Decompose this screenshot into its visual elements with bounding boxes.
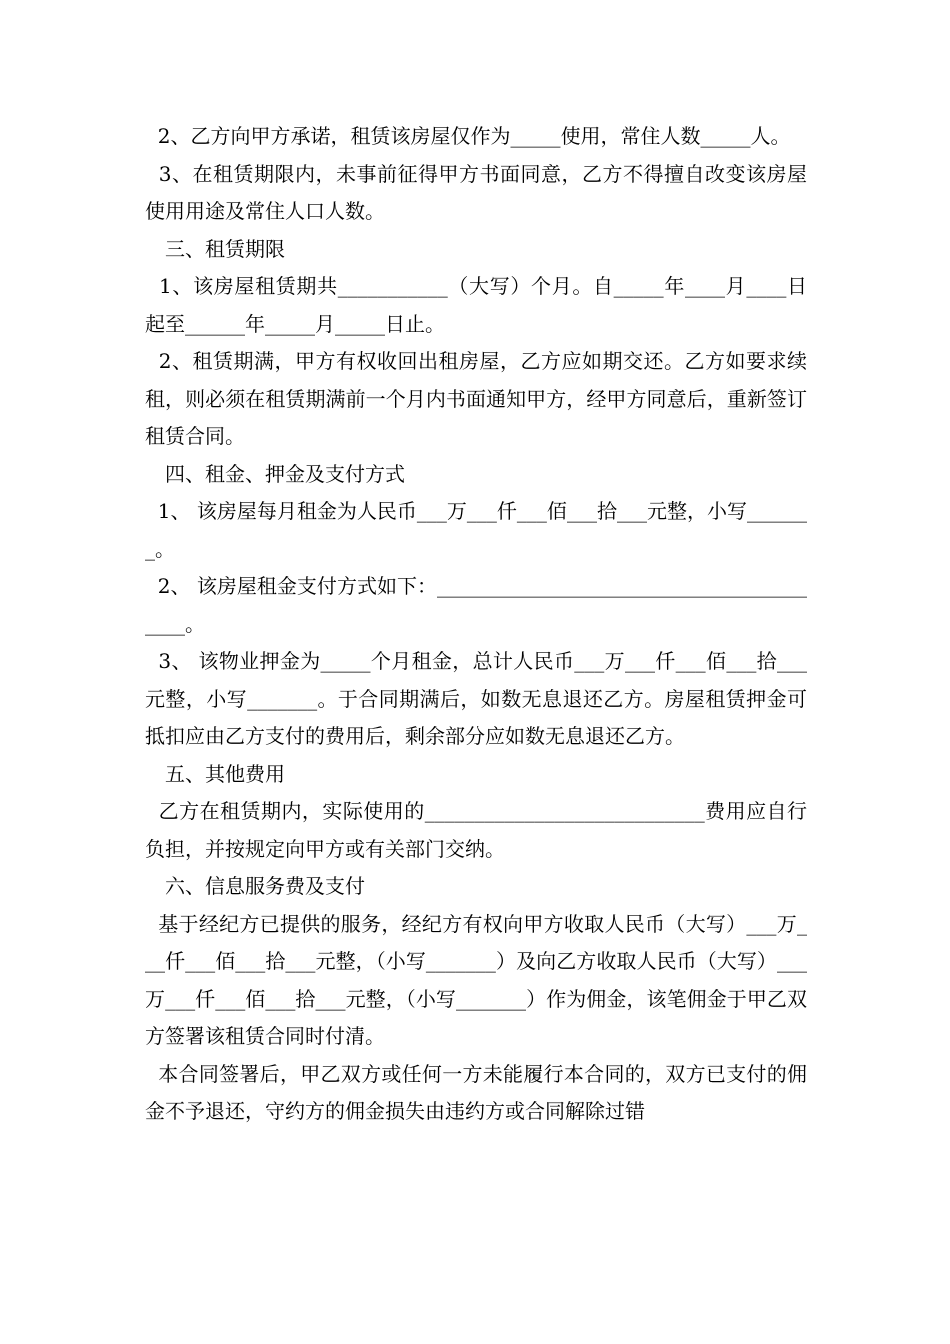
section-heading-3: 三、租赁期限 — [165, 236, 285, 261]
clause-5-1: 乙方在租赁期内，实际使用的____________________________费用应自行负担，并按规定向甲方或有关部门交纳。 — [145, 799, 808, 861]
section-heading-6: 六、信息服务费及支付 — [165, 874, 365, 898]
section-heading-5: 五、其他费用 — [165, 761, 285, 786]
clause-6-1: 基于经纪方已提供的服务，经纪方有权向甲方收取人民币（大写）___万___仟___佰___拾___元整，（小写_______）及向乙方收取人民币（大写）___万___仟___佰___拾___元整，（小写_______）作为佣金，该笔佣金于甲乙双方签署该租赁合同时付清。 — [145, 911, 807, 1048]
clause-4-2: 2、 该房屋租金支付方式如下：_________________________________________。 — [145, 574, 807, 636]
document-body — [145, 118, 807, 1131]
section-heading-4: 四、租金、押金及支付方式 — [165, 461, 405, 486]
clause-6-2: 本合同签署后，甲乙双方或任何一方未能履行本合同的，双方已支付的佣金不予退还，守约方的佣金损失由违约方或合同解除过错 — [145, 1061, 807, 1123]
clause-4-1: 1、 该房屋每月租金为人民币___万___仟___佰___拾___元整，小写_______。 — [145, 499, 807, 561]
clause-2-2: 2、乙方向甲方承诺，租赁该房屋仅作为_____使用，常住人数_____人。 — [145, 124, 791, 148]
clause-3-2: 2、租赁期满，甲方有权收回出租房屋，乙方应如期交还。乙方如要求续租，则必须在租赁期满前一个月内书面通知甲方，经甲方同意后，重新签订租赁合同。 — [145, 349, 807, 448]
clause-4-3: 3、 该物业押金为_____个月租金，总计人民币___万___仟___佰___拾___元整，小写_______。于合同期满后，如数无息退还乙方。房屋租赁押金可抵扣应由乙方支付的费用后，剩余部分应如数无息退还乙方。 — [145, 649, 807, 748]
clause-2-3: 3、在租赁期限内，未事前征得甲方书面同意，乙方不得擅自改变该房屋使用用途及常住人口人数。 — [145, 161, 807, 223]
clause-3-1: 1、该房屋租赁期共___________（大写）个月。自_____年____月____日起至______年_____月_____日止。 — [145, 274, 807, 336]
